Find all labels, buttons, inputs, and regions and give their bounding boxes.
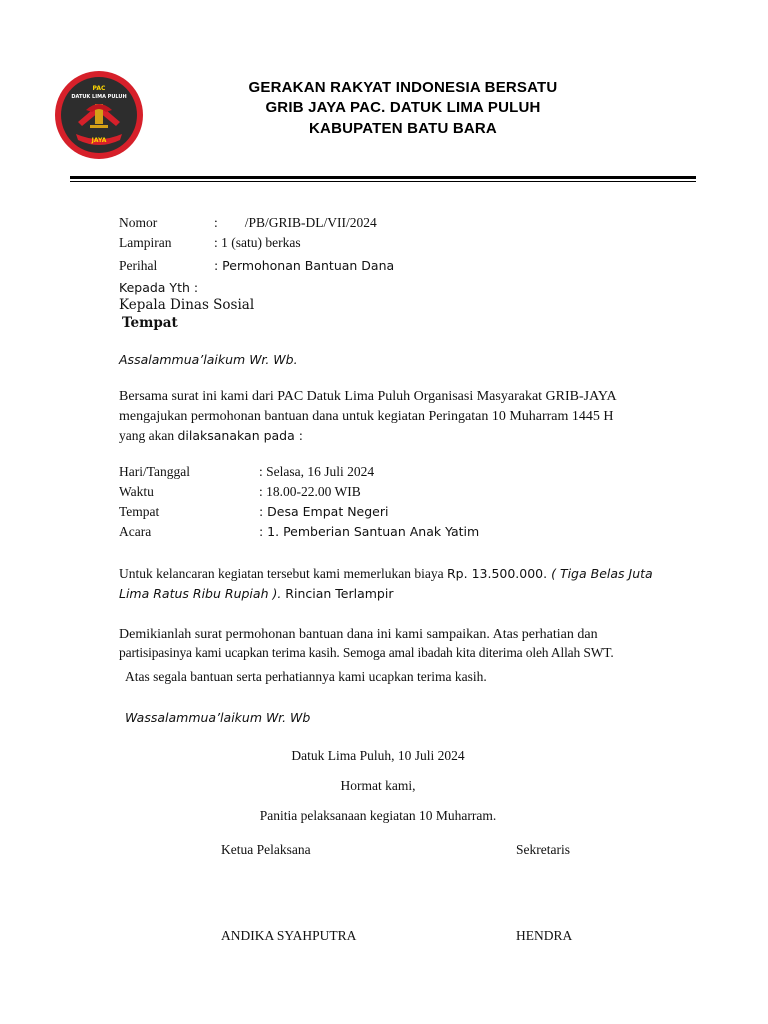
hormat-kami: Hormat kami,: [340, 778, 416, 793]
closing-line-1: Demikianlah surat permohonan bantuan dana ini kami sampaikan. Atas perhatian dan: [119, 627, 598, 642]
perihal-label: Perihal: [119, 258, 158, 273]
waktu-value: : 18.00-22.00 WIB: [259, 484, 361, 499]
nomor-value: : /PB/GRIB-DL/VII/2024: [214, 215, 377, 230]
cost-rincian: Rincian Terlampir: [281, 586, 394, 601]
place-date: Datuk Lima Puluh, 10 Juli 2024: [291, 748, 465, 763]
header-line-1: GERAKAN RAKYAT INDONESIA BERSATU: [248, 79, 558, 96]
recipient-place: Tempat: [122, 315, 178, 331]
logo-sub-text: DATUK LIMA PULUH: [71, 94, 127, 100]
logo-top-text: PAC: [92, 85, 106, 92]
logo-bottom-text: JAYA: [91, 137, 107, 144]
intro-line-2: mengajukan permohonan bantuan dana untuk kegiatan Peringatan 10 Muharram 1445 H: [119, 409, 614, 424]
acara-label: Acara: [119, 524, 152, 539]
recipient-name: Kepala Dinas Sosial: [119, 297, 255, 313]
cost-line-2: [119, 585, 393, 603]
hari-label: Hari/Tanggal: [119, 464, 191, 479]
cost-amount-words-1: ( Tiga Belas Juta: [547, 566, 653, 581]
greeting: Assalammua’laikum Wr. Wb.: [119, 352, 298, 367]
recipient-kepada: Kepada Yth :: [119, 280, 199, 295]
acara-value: : 1. Pemberian Santuan Anak Yatim: [259, 524, 480, 539]
closing-line-3: Atas segala bantuan serta perhatiannya kami ucapkan terima kasih.: [125, 669, 487, 684]
ketua-label: Ketua Pelaksana: [221, 842, 311, 857]
header-line-2: GRIB JAYA PAC. DATUK LIMA PULUH: [265, 99, 541, 116]
hari-value: : Selasa, 16 Juli 2024: [259, 464, 375, 479]
lampiran-label: Lampiran: [119, 235, 172, 250]
ketua-name: ANDIKA SYAHPUTRA: [221, 928, 357, 943]
sekretaris-label: Sekretaris: [516, 842, 570, 857]
tempat-value: : Desa Empat Negeri: [259, 504, 389, 519]
lampiran-value: : 1 (satu) berkas: [214, 235, 301, 250]
waktu-label: Waktu: [119, 484, 154, 499]
intro-line-3-a: yang akan: [119, 428, 178, 443]
intro-line-3-b: dilaksanakan pada :: [177, 428, 303, 443]
cost-amount-words-2: Lima Ratus Ribu Rupiah ).: [119, 586, 282, 601]
organization-logo: [54, 70, 144, 160]
tempat-label: Tempat: [119, 504, 160, 519]
sekretaris-name: HENDRA: [516, 928, 573, 943]
nomor-label: Nomor: [119, 215, 158, 230]
committee-line: Panitia pelaksanaan kegiatan 10 Muharram.: [259, 808, 497, 823]
header-divider-thin: [70, 181, 696, 182]
perihal-value: : Permohonan Bantuan Dana: [214, 258, 395, 273]
closing-line-2: partisipasinya kami ucapkan terima kasih. Semoga amal ibadah kita diterima oleh Allah SWT.: [119, 645, 614, 660]
intro-line-1: Bersama surat ini kami dari PAC Datuk Lima Puluh Organisasi Masyarakat GRIB-JAYA: [119, 389, 617, 404]
header-line-3: KABUPATEN BATU BARA: [309, 120, 497, 137]
cost-line-1-a: Untuk kelancaran kegiatan tersebut kami memerlukan biaya: [119, 566, 447, 581]
cost-amount: Rp. 13.500.000.: [447, 566, 548, 581]
header-divider-thick: [70, 176, 696, 179]
farewell: Wassalammua’laikum Wr. Wb: [125, 710, 311, 725]
cost-line-1: [119, 565, 653, 583]
intro-line-3: [119, 427, 303, 445]
